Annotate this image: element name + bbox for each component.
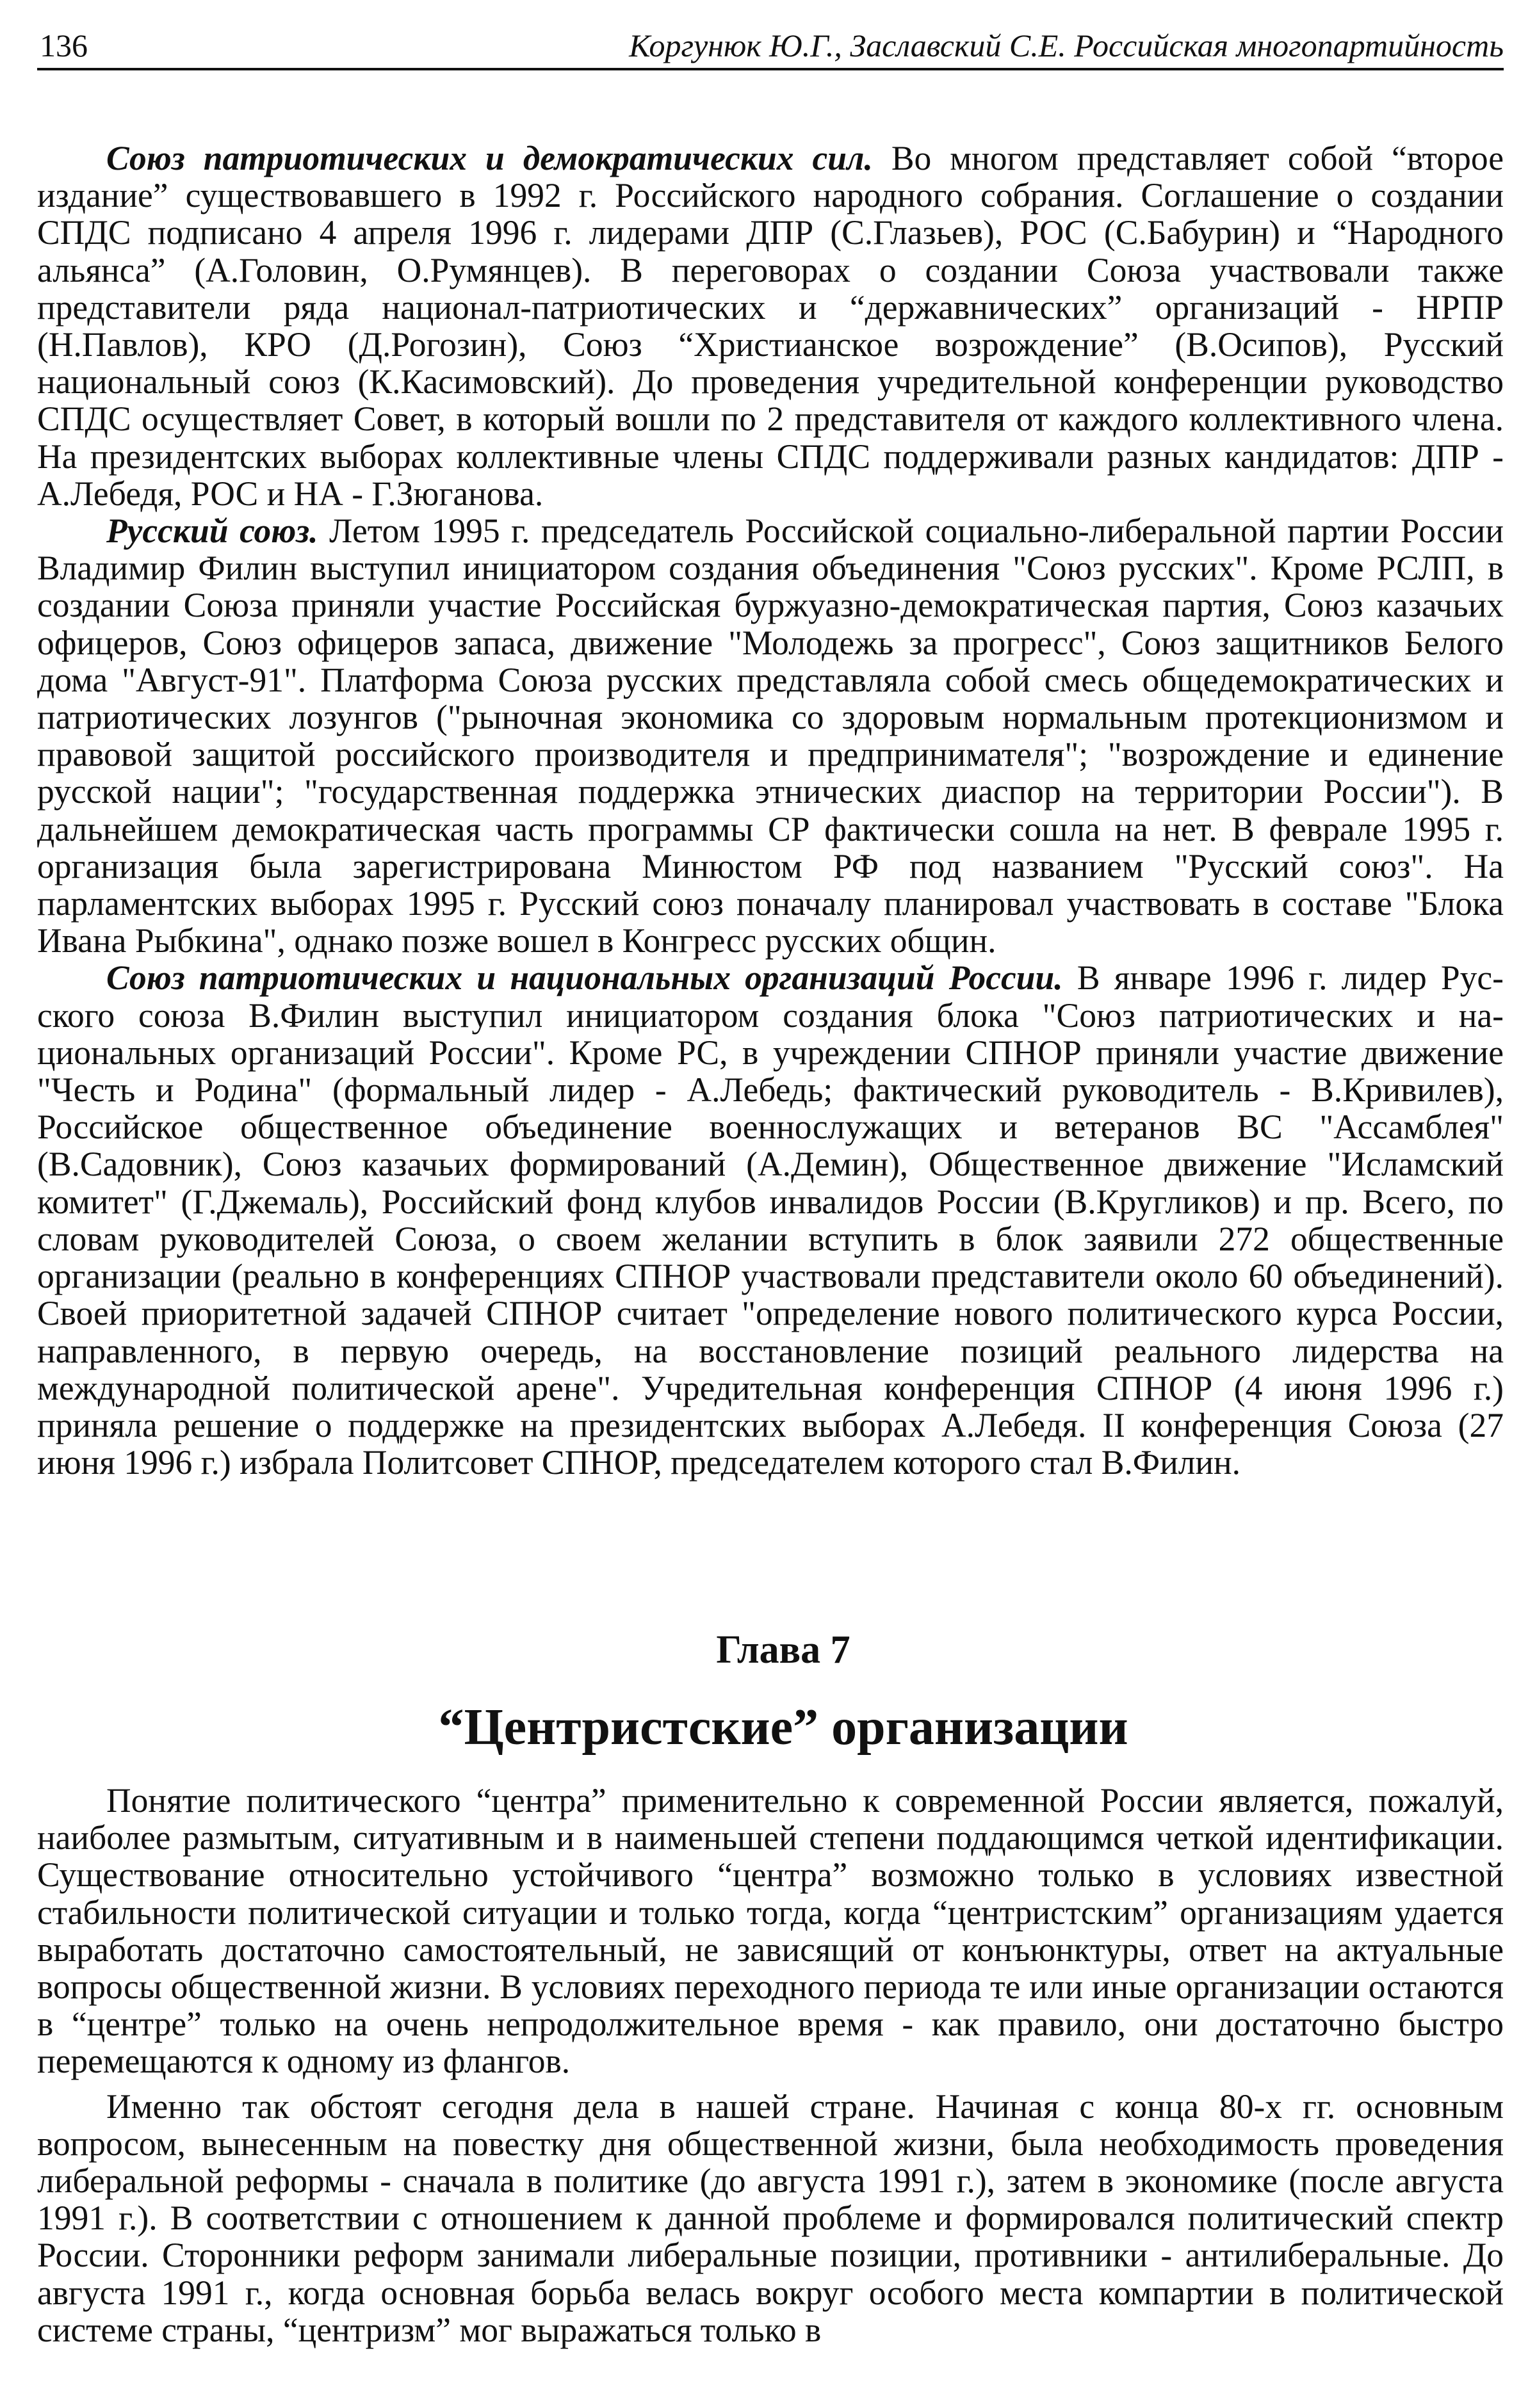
run-in-heading: Союз патриотических и демократических сил. [106, 139, 873, 177]
paragraph-political-spectrum: Именно так обстоят сегодня дела в нашей стране. Начиная с конца 80-х гг. основным вопросом, вынесенным на повестку дня общественной жизни, была необходимость проведения либеральной реформы - сначала в политике (до августа 1991 г.), затем в экономике (после августа 1991 г.). В соответствии с отношением к данной проблеме и формировался политический спектр России. Сторонники реформ занимали либеральные позиции, противники - антилиберальные. До августа 1991 г., когда основная борьба велась вокруг особого места компартии в политической системе страны, “центризм” мог выражаться только в [37, 2087, 1504, 2349]
run-in-heading: Союз патриотических и национальных организаций России. [106, 958, 1063, 998]
chapter-number: Глава 7 [716, 1628, 850, 1672]
paragraph-spds [37, 140, 1504, 512]
section-centrist [37, 1782, 1504, 2348]
paragraph-gap [37, 2080, 1504, 2088]
paragraph-text: Во многом представляет собой “второе издание” существовавшего в 1992 г. Российского народного собрания. Соглашение о создании СПДС подписано 4 апреля 1996 г. лидерами ДПР (С.Глазьев), РОС (С.Бабурин) и “Народного альянса” (А.Головин, О.Румянцев). В переговорах о создании Союза участвовали также представители ряда национал-патриотических и “державнических” организаций - НРПР (Н.Павлов), КРО (Д.Рогозин), Союз “Христианское возрождение” (В.Осипов), Русский национальный союз (К.Касимовский). До проведения учредительной конференции руководство СПДС осуществляет Совет, в который вошли по 2 представителя от каждого коллективного члена. На президентских выборах коллективные члены СПДС поддерживали разных кандидатов: ДПР - А.Лебедя, РОС и НА - Г.Зюганова. [37, 139, 1504, 513]
paragraph-centre-concept: Понятие политического “центра” применительно к современной России является, пожалуй, наиболее размытым, ситуативным и в наименьшей степени поддающимся четкой идентификации. Существование относительно устойчивого “центра” возможно только в условиях известной стабильности политической ситуации и только тогда, когда “центристским” организациям удается выработать достаточно самостоятельный, не зависящий от конъюнктуры, ответ на актуальные вопросы общественной жизни. В условиях переходного периода те или иные организации остаются в “центре” только на очень непродолжительное время - как правило, они достаточно быстро перемещаются к одному из флангов. [37, 1781, 1504, 2081]
book-page [37, 0, 1504, 2408]
paragraph-text: В январе 1996 г. лидер Русского союза В.Филин выступил инициатором создания блока "Союз патриотических и национальных организаций России". Кроме РС, в учреждении СПНОР приняли участие движение "Честь и Родина" (формальный лидер - А.Лебедь; фактический руководитель - В.Кривилев), Российское общественное объединение военнослужащих и ветеранов ВС "Ассамблея" (В.Садовник), Союз казачьих формирований (А.Демин), Общественное движение "Исламский комитет" (Г.Джемаль), Российский фонд клубов инвалидов России (В.Кругликов) и пр. Всего, по словам руководителей Союза, о своем желании вступить в блок заявили 272 общественные организации (реально в конференциях СПНОР участвовали представители около 60 объединений). Своей приоритетной задачей СПНОР считает "определение нового политического курса России, направленного, в первую очередь, на восстановление позиций реального лидерства на международной политической арене". Учредительная конференция СПНОР (4 июня 1996 г.) приняла решение о поддержке на президентских выборах А.Лебедя. II конференция Союза (27 июня 1996 г.) избрала Политсовет СПНОР, председателем которого стал В.Филин. [37, 958, 1504, 1482]
running-header [37, 26, 1504, 70]
chapter-heading [37, 1624, 1504, 1763]
running-title: Коргунюк Ю.Г., Заславский С.Е. Российская многопартийность [629, 28, 1504, 63]
run-in-heading: Русский союз. [106, 512, 318, 551]
chapter-title: “Центристские” организации [438, 1699, 1128, 1756]
section-parties [37, 140, 1504, 1481]
page-number: 136 [40, 28, 88, 63]
paragraph-text: Летом 1995 г. председатель Российской социально-либеральной партии России Владимир Филин выступил инициатором создания объединения "Союз русских". Кроме РСЛП, в создании Союза приняли участие Российская буржуазно-демократическая партия, Союз казачьих офицеров, Союз офицеров запаса, движение "Молодежь за прогресс", Союз защитников Белого дома "Август-91". Платформа Союза русских представляла собой смесь общедемократических и патриотических лозунгов ("рыночная экономика со здоровым нормальным протекционизмом и правовой защитой российского производителя и предпринимателя"; "возрождение и единение русской нации"; "государственная поддержка этнических диаспор на территории России"). В дальнейшем демократическая часть программы СР фактически сошла на нет. В феврале 1995 г. организация была зарегистрирована Минюстом РФ под названием "Русский союз". На парламентских выборах 1995 г. Русский союз поначалу планировал участвовать в составе "Блока Ивана Рыбкина", однако позже вошел в Конгресс русских общин. [37, 512, 1504, 960]
paragraph-spnor [37, 959, 1504, 1481]
paragraph-russian-union [37, 512, 1504, 959]
